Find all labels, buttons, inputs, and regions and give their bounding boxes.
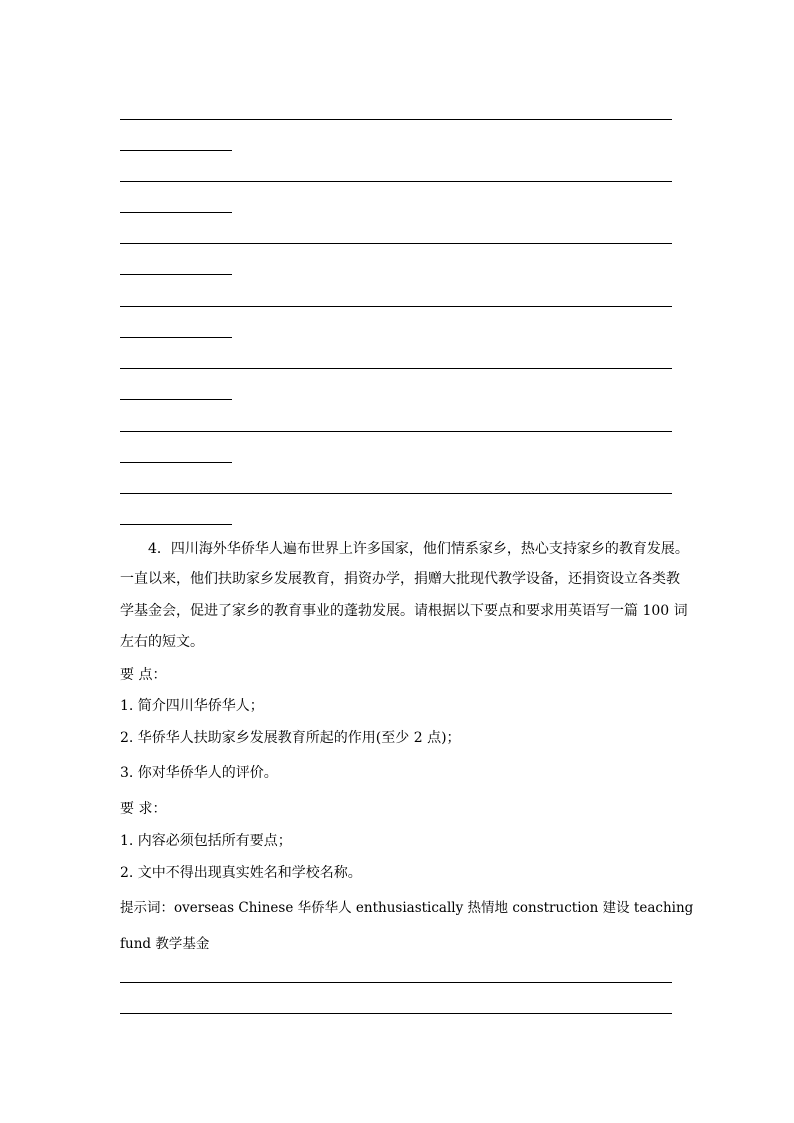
answer-line	[120, 243, 672, 244]
answer-line-short	[120, 150, 232, 151]
question-line-3: 学基金会，促进了家乡的教育事业的蓬勃发展。请根据以下要点和要求用英语写一篇 100 词	[120, 603, 688, 619]
requirement-item: 2. 文中不得出现真实姓名和学校名称。	[120, 865, 362, 881]
answer-line	[120, 306, 672, 307]
question-number: 4．	[148, 541, 171, 557]
answer-line-short	[120, 399, 232, 400]
question-line-1: 4．四川海外华侨华人遍布世界上许多国家，他们情系家乡，热心支持家乡的教育发展。	[148, 541, 689, 557]
requirements-heading: 要 求：	[120, 801, 167, 817]
answer-line	[120, 431, 672, 432]
answer-line-short	[120, 274, 232, 275]
answer-line	[120, 982, 672, 983]
points-heading: 要 点：	[120, 667, 167, 683]
answer-line-short	[120, 337, 232, 338]
hint-words-line-2: fund 教学基金	[120, 936, 210, 952]
answer-line	[120, 119, 672, 120]
requirement-item: 1. 内容必须包括所有要点；	[120, 833, 292, 849]
answer-line-short	[120, 462, 232, 463]
answer-line-short	[120, 212, 232, 213]
question-line-4: 左右的短文。	[120, 634, 204, 650]
answer-line	[120, 1013, 672, 1014]
hint-words-line-1: 提示词：overseas Chinese 华侨华人 enthusiastically 热情地 construction 建设 teaching	[120, 900, 694, 916]
answer-line	[120, 368, 672, 369]
answer-line-short	[120, 524, 232, 525]
answer-line	[120, 493, 672, 494]
question-line-2: 一直以来，他们扶助家乡发展教育，捐资办学，捐赠大批现代教学设备，还捐资设立各类教	[120, 571, 680, 587]
answer-line	[120, 181, 672, 182]
point-item: 3. 你对华侨华人的评价。	[120, 765, 278, 781]
point-item: 2. 华侨华人扶助家乡发展教育所起的作用(至少 2 点)；	[120, 730, 461, 746]
point-item: 1. 简介四川华侨华人；	[120, 698, 264, 714]
